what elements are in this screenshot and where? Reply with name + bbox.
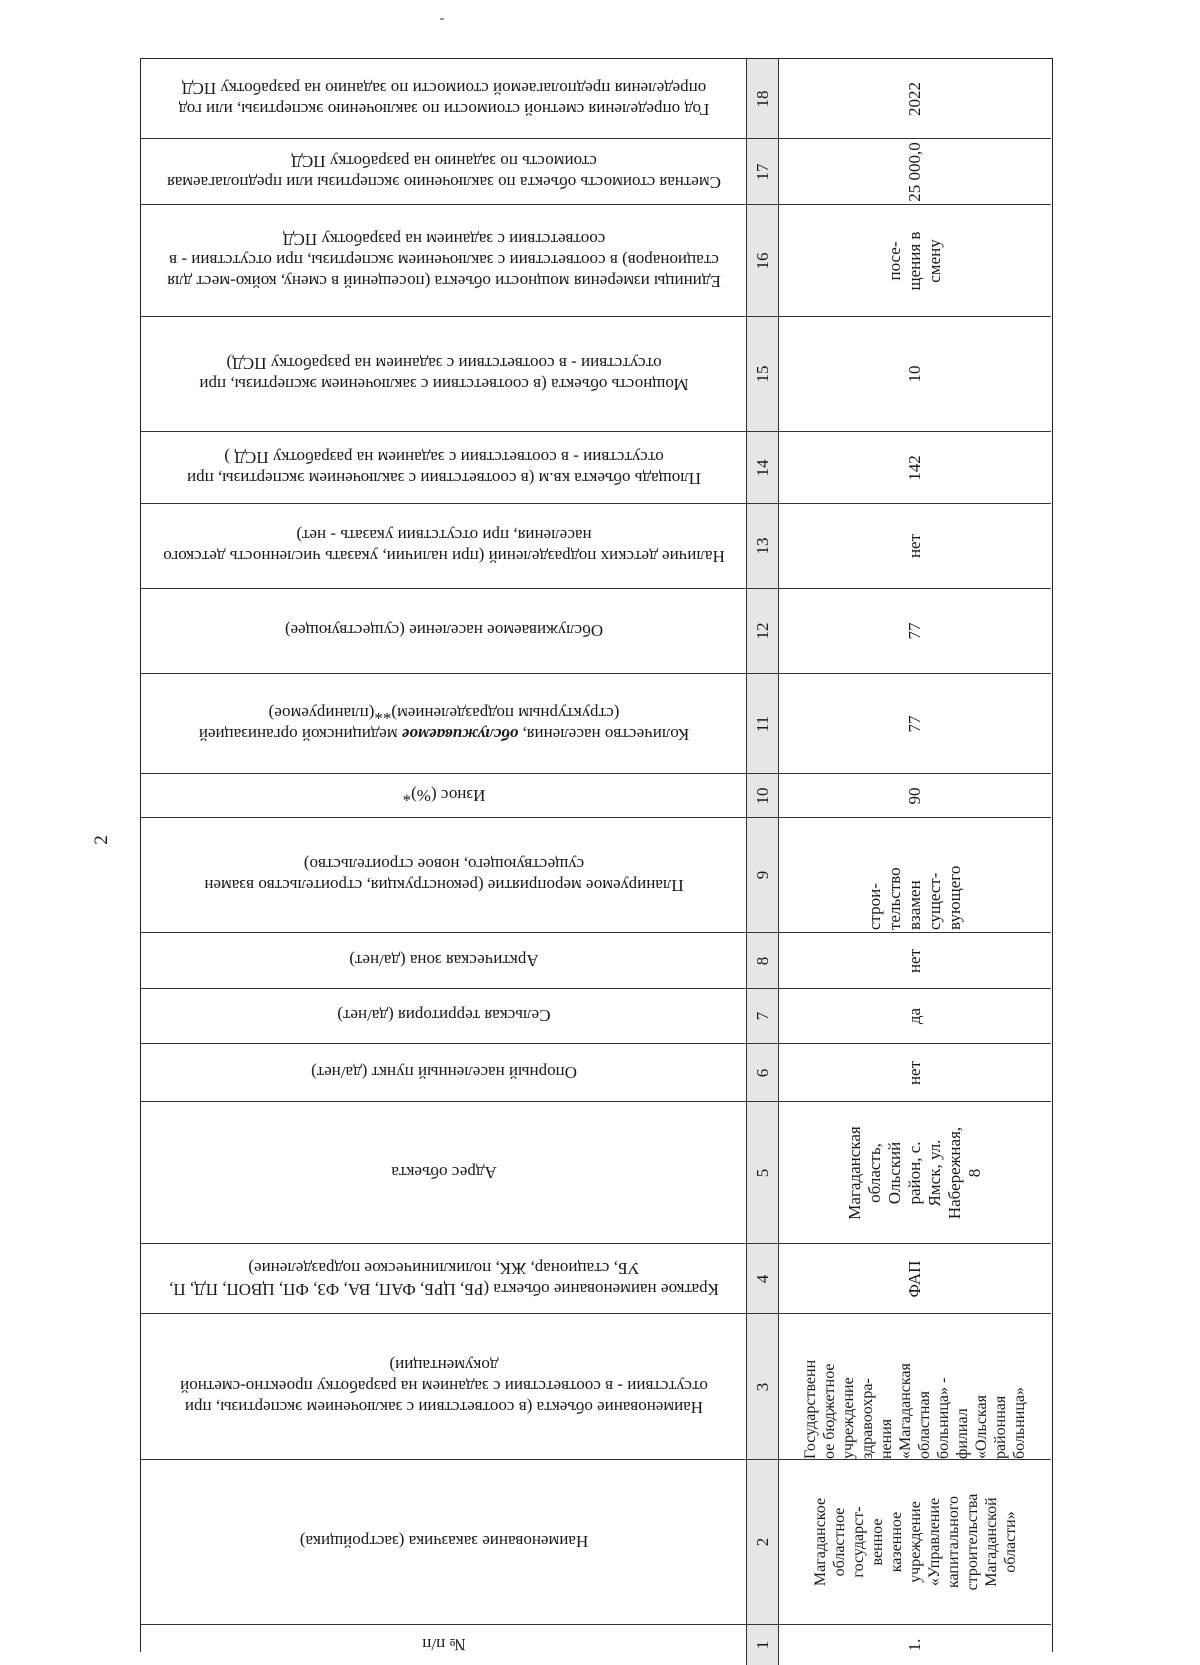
value-cell	[779, 504, 1051, 588]
value-text: 142	[905, 454, 924, 481]
header-text-emphasis: обслуживаемое	[401, 724, 518, 744]
table-row-col1	[141, 1625, 1051, 1665]
table-row-col7	[141, 989, 1051, 1044]
value-cell	[779, 1625, 1051, 1665]
value-cell	[779, 1102, 1051, 1243]
table-row-col17	[141, 139, 1051, 205]
table-row-col8	[141, 933, 1051, 989]
column-number-cell	[747, 1044, 779, 1101]
value-text: посе- щения в смену	[885, 231, 944, 290]
header-text: Сметная стоимость объекта по заключению экспертизы или предполагаемая стоимость по заданию на разработку ПСД	[166, 151, 721, 192]
column-number: 9	[752, 870, 772, 880]
column-number: 6	[752, 1068, 772, 1077]
header-cell	[141, 774, 747, 817]
header-text: Единицы измерения мощности объекта (посещений в смену, койко-мест для стационаров) в соответствии с заключением экспертизы, при отсутствии - в соответствии с заданием на разработку ПСД	[166, 230, 721, 291]
column-number-cell	[747, 1244, 779, 1313]
table-row-col13	[141, 504, 1051, 589]
header-cell	[141, 589, 747, 673]
table-row-col5	[141, 1102, 1051, 1244]
header-cell	[141, 1244, 747, 1313]
column-number-cell	[747, 774, 779, 817]
column-number: 2	[752, 1537, 772, 1547]
table-row-col10	[141, 774, 1051, 818]
column-number: 18	[752, 90, 772, 107]
table-row-col14	[141, 432, 1051, 504]
value-cell	[779, 317, 1051, 431]
table-row-col4	[141, 1244, 1051, 1314]
column-number-cell	[747, 317, 779, 431]
header-text: Наименование объекта (в соответствии с заключением экспертизы, при отсутствии - в соответствии с заданием на разработку проектно-сметной документации)	[179, 1356, 708, 1417]
header-cell	[141, 504, 747, 588]
header-text: Адрес объекта	[390, 1163, 497, 1182]
column-number-cell	[747, 1314, 779, 1459]
header-cell	[141, 1102, 747, 1243]
value-text: Государственн ое бюджетное учреждение здравоохра- нения «Магаданская областная больница» - филиал «Ольская районная больница»	[802, 1359, 1028, 1459]
column-number-cell	[747, 589, 779, 673]
header-text: Арктическая зона (да/нет)	[348, 951, 539, 970]
column-number: 14	[752, 459, 772, 476]
value-text: нет	[905, 948, 924, 973]
value-cell	[779, 1244, 1051, 1313]
column-number: 1	[752, 1640, 772, 1650]
table-row-col12	[141, 589, 1051, 674]
header-cell	[141, 989, 747, 1043]
value-text: строи- тельство взамен сущест- вующего	[865, 865, 964, 930]
column-number-cell	[747, 432, 779, 503]
column-number-cell	[747, 818, 779, 932]
header-cell	[141, 674, 747, 773]
header-text: Сельская территория (да/нет)	[336, 1006, 551, 1026]
table-row-col3	[141, 1314, 1051, 1460]
header-cell	[141, 139, 747, 204]
table-row-col18	[141, 59, 1051, 139]
column-number-cell	[747, 1625, 779, 1665]
scan-mark	[440, 18, 444, 20]
value-cell	[779, 933, 1051, 988]
value-text: нет	[905, 533, 924, 559]
column-number-cell	[747, 504, 779, 588]
value-cell	[779, 59, 1051, 138]
value-cell	[779, 205, 1051, 316]
header-text: Площадь объекта кв.м (в соответствии с заключением экспертизы, при отсутствии - в соответствии с заданием на разработку ПСД )	[186, 447, 701, 488]
header-cell	[141, 933, 747, 988]
header-text-post: медицинской организацией (структурным подразделением)**(планируемое)	[198, 703, 619, 744]
table-row-col11	[141, 674, 1051, 774]
column-number-cell	[747, 1102, 779, 1243]
value-text: 90	[905, 787, 924, 804]
column-number: 13	[752, 537, 772, 555]
column-number-cell	[747, 674, 779, 773]
header-text: Наименование заказчика (застройщика)	[299, 1532, 588, 1552]
header-text: Год определения сметной стоимости по заключению экспертизы, или год определения предполагаемой стоимости по заданию на разработку ПСД	[178, 78, 709, 119]
value-cell	[779, 1044, 1051, 1101]
value-cell	[779, 818, 1051, 932]
value-text: Магаданская область, Ольский район, с. Ямск, ул. Набережная, 8	[845, 1125, 984, 1220]
value-cell	[779, 139, 1051, 204]
header-text: Наличие детских подразделений (при наличии, указать численность детского населения, при отсутствии указать - нет)	[162, 526, 725, 566]
header-cell	[141, 59, 747, 138]
value-text: 1.	[905, 1638, 924, 1652]
column-number-cell	[747, 59, 779, 138]
value-text: Магаданское областное государст- венное казенное учреждение «Управление капитального строительства Магаданской области»	[811, 1493, 1019, 1591]
value-text: 25 000,0	[905, 141, 924, 202]
header-cell	[141, 1314, 747, 1459]
value-cell	[779, 432, 1051, 503]
value-cell	[779, 1314, 1051, 1459]
value-text: 77	[905, 715, 924, 732]
value-text: нет	[905, 1060, 924, 1085]
header-cell	[141, 205, 747, 316]
header-cell	[141, 1044, 747, 1101]
column-number: 15	[752, 365, 772, 383]
header-text: Износ (%)*	[402, 786, 485, 805]
column-number-cell	[747, 205, 779, 316]
header-text: Краткое наименование объекта (РБ, ЦРБ, ФАП, ВА, ФЗ, ФП, ЦВОП, ПД, П, УБ, стационар, ЖК, поликлиническое подразделение)	[168, 1258, 719, 1299]
header-text: Опорный населенный пункт (да/нет)	[310, 1063, 577, 1082]
table-row-col16	[141, 205, 1051, 317]
value-text: 10	[905, 365, 924, 383]
header-text: Мощность объекта (в соответствии с заключением экспертизы, при отсутствии - в соответствии с заданием на разработку ПСД)	[198, 354, 689, 394]
header-text: Обслуживаемое население (существующее)	[284, 621, 603, 641]
value-cell	[779, 674, 1051, 773]
column-number: 12	[752, 622, 772, 640]
objects-table	[140, 58, 1053, 1655]
value-cell	[779, 1460, 1051, 1624]
column-number: 10	[752, 787, 772, 804]
value-text: ФАП	[905, 1260, 924, 1297]
header-cell	[141, 432, 747, 503]
page-number: 2	[91, 835, 112, 845]
value-text: 2022	[905, 81, 924, 116]
header-text	[159, 679, 729, 769]
column-number: 5	[752, 1168, 772, 1177]
header-cell	[141, 1460, 747, 1624]
value-text: 77	[905, 622, 924, 640]
table-row-col9	[141, 818, 1051, 933]
header-cell	[141, 1625, 747, 1665]
column-number: 7	[752, 1011, 772, 1021]
column-number-cell	[747, 989, 779, 1043]
value-cell	[779, 774, 1051, 817]
column-number: 3	[752, 1382, 772, 1391]
header-cell	[141, 317, 747, 431]
column-number-cell	[747, 933, 779, 988]
header-cell	[141, 818, 747, 932]
header-text: № п/п	[421, 1635, 466, 1655]
column-number: 16	[752, 252, 772, 269]
column-number: 4	[752, 1274, 772, 1283]
column-number: 11	[752, 715, 772, 732]
column-number-cell	[747, 139, 779, 204]
value-cell	[779, 989, 1051, 1043]
table-row-col2	[141, 1460, 1051, 1625]
column-number: 17	[752, 163, 772, 180]
header-text-pre: Количество населения,	[517, 724, 689, 744]
value-text: да	[905, 1007, 924, 1025]
table-row-col6	[141, 1044, 1051, 1102]
header-text: Планируемое мероприятие (реконструкция, строительство взамен существующего, новое строительство)	[203, 855, 684, 895]
column-number-cell	[747, 1460, 779, 1624]
value-cell	[779, 589, 1051, 673]
column-number: 8	[752, 956, 772, 965]
table-row-col15	[141, 317, 1051, 432]
